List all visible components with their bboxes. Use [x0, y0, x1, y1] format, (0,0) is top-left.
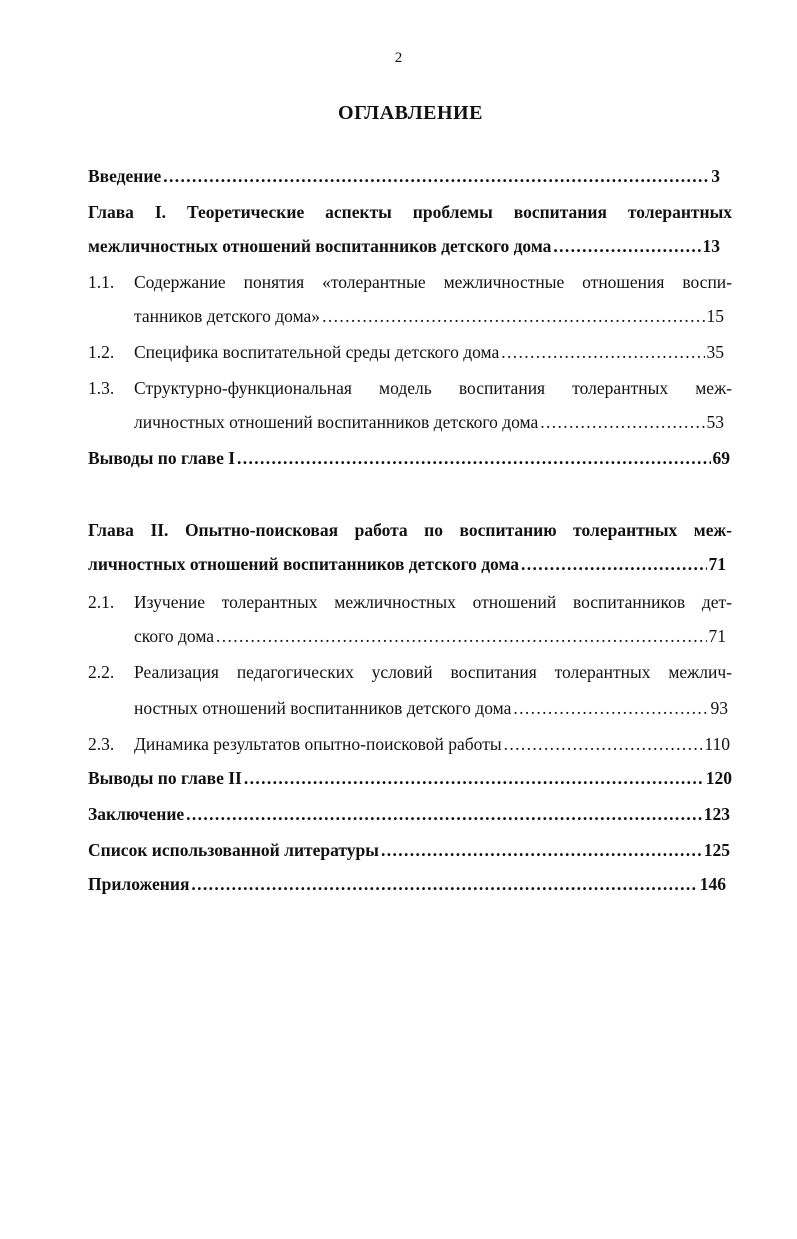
toc-entry-label: личностных отношений воспитанников детского дома	[88, 554, 520, 574]
dot-leader	[513, 694, 708, 722]
toc-entry-label: ностных отношений воспитанников детского дома	[134, 698, 512, 718]
toc-entry-page: 35	[706, 342, 724, 362]
toc-chapter-1-line-1[interactable]: Глава I. Теоретические аспекты проблемы воспитания толерантных	[88, 202, 732, 222]
section-number: 1.1.	[88, 272, 115, 292]
toc-entry-label: Введение	[88, 166, 162, 186]
toc-entry-chapter-2[interactable]	[88, 550, 726, 578]
dot-leader	[504, 730, 703, 758]
section-number: 1.3.	[88, 378, 115, 398]
page-title: ОГЛАВЛЕНИЕ	[338, 102, 483, 124]
dot-leader	[191, 870, 697, 898]
toc-entry-section-1-1[interactable]	[134, 302, 724, 330]
page-number: 2	[394, 50, 403, 66]
toc-entry-page: 15	[706, 306, 724, 326]
toc-entry-introduction[interactable]	[88, 162, 720, 190]
toc-entry-label: Заключение	[88, 804, 185, 824]
toc-section-1-1-line-1[interactable]: Содержание понятия «толерантные межличностные отношения воспи-	[134, 272, 732, 292]
dot-leader	[237, 444, 710, 472]
toc-entry-page: 3	[711, 166, 720, 186]
toc-entry-section-1-3[interactable]	[134, 408, 724, 436]
toc-entry-section-1-2[interactable]	[134, 338, 724, 366]
toc-entry-label: Список использованной литературы	[88, 840, 379, 860]
dot-leader	[244, 764, 704, 792]
toc-entry-label: ского дома	[134, 626, 215, 646]
dot-leader	[521, 550, 706, 578]
toc-entry-page: 13	[702, 236, 720, 256]
toc-section-1-3-line-1[interactable]: Структурно-функциональная модель воспитания толерантных меж-	[134, 378, 732, 398]
toc-entry-label: танников детского дома»	[134, 306, 321, 326]
toc-entry-page: 146	[699, 874, 726, 894]
toc-entry-label: Приложения	[88, 874, 190, 894]
toc-entry-label: личностных отношений воспитанников детского дома	[134, 412, 539, 432]
toc-entry-section-2-1[interactable]	[134, 622, 726, 650]
section-number: 2.3.	[88, 734, 115, 754]
section-number: 2.2.	[88, 662, 115, 682]
toc-section-2-1-line-1[interactable]: Изучение толерантных межличностных отношений воспитанников дет-	[134, 592, 732, 612]
toc-entry-chapter-1[interactable]	[88, 232, 720, 260]
toc-entry-label: межличностных отношений воспитанников детского дома	[88, 236, 552, 256]
dot-leader	[553, 232, 700, 260]
toc-entry-page: 123	[703, 804, 730, 824]
toc-entry-label: Выводы по главе I	[88, 448, 236, 468]
section-number: 1.2.	[88, 342, 115, 362]
toc-entry-page: 110	[704, 734, 730, 754]
toc-entry-label: Специфика воспитательной среды детского дома	[134, 342, 500, 362]
toc-entry-section-2-3[interactable]	[134, 730, 730, 758]
toc-entry-label: Динамика результатов опытно-поисковой работы	[134, 734, 502, 754]
toc-entry-page: 125	[703, 840, 730, 860]
toc-entry-chapter-1-conclusions[interactable]	[88, 444, 730, 472]
dot-leader	[540, 408, 704, 436]
toc-chapter-2-line-1[interactable]: Глава II. Опытно-поисковая работа по воспитанию толерантных меж-	[88, 520, 732, 540]
dot-leader	[322, 302, 704, 330]
dot-leader	[186, 800, 702, 828]
toc-entry-chapter-2-conclusions[interactable]	[88, 764, 732, 792]
toc-entry-appendices[interactable]	[88, 870, 726, 898]
dot-leader	[501, 338, 704, 366]
toc-entry-section-2-2[interactable]	[134, 694, 728, 722]
toc-entry-label: Выводы по главе II	[88, 768, 242, 788]
toc-section-2-2-line-1[interactable]: Реализация педагогических условий воспитания толерантных межлич-	[134, 662, 732, 682]
toc-entry-page: 71	[708, 554, 726, 574]
dot-leader	[381, 836, 702, 864]
toc-entry-references[interactable]	[88, 836, 730, 864]
toc-entry-page: 93	[710, 698, 728, 718]
toc-entry-page: 71	[708, 626, 726, 646]
toc-entry-page: 120	[705, 768, 732, 788]
dot-leader	[163, 162, 709, 190]
toc-entry-page: 69	[712, 448, 730, 468]
section-number: 2.1.	[88, 592, 115, 612]
toc-entry-conclusion[interactable]	[88, 800, 730, 828]
toc-entry-page: 53	[706, 412, 724, 432]
dot-leader	[216, 622, 706, 650]
